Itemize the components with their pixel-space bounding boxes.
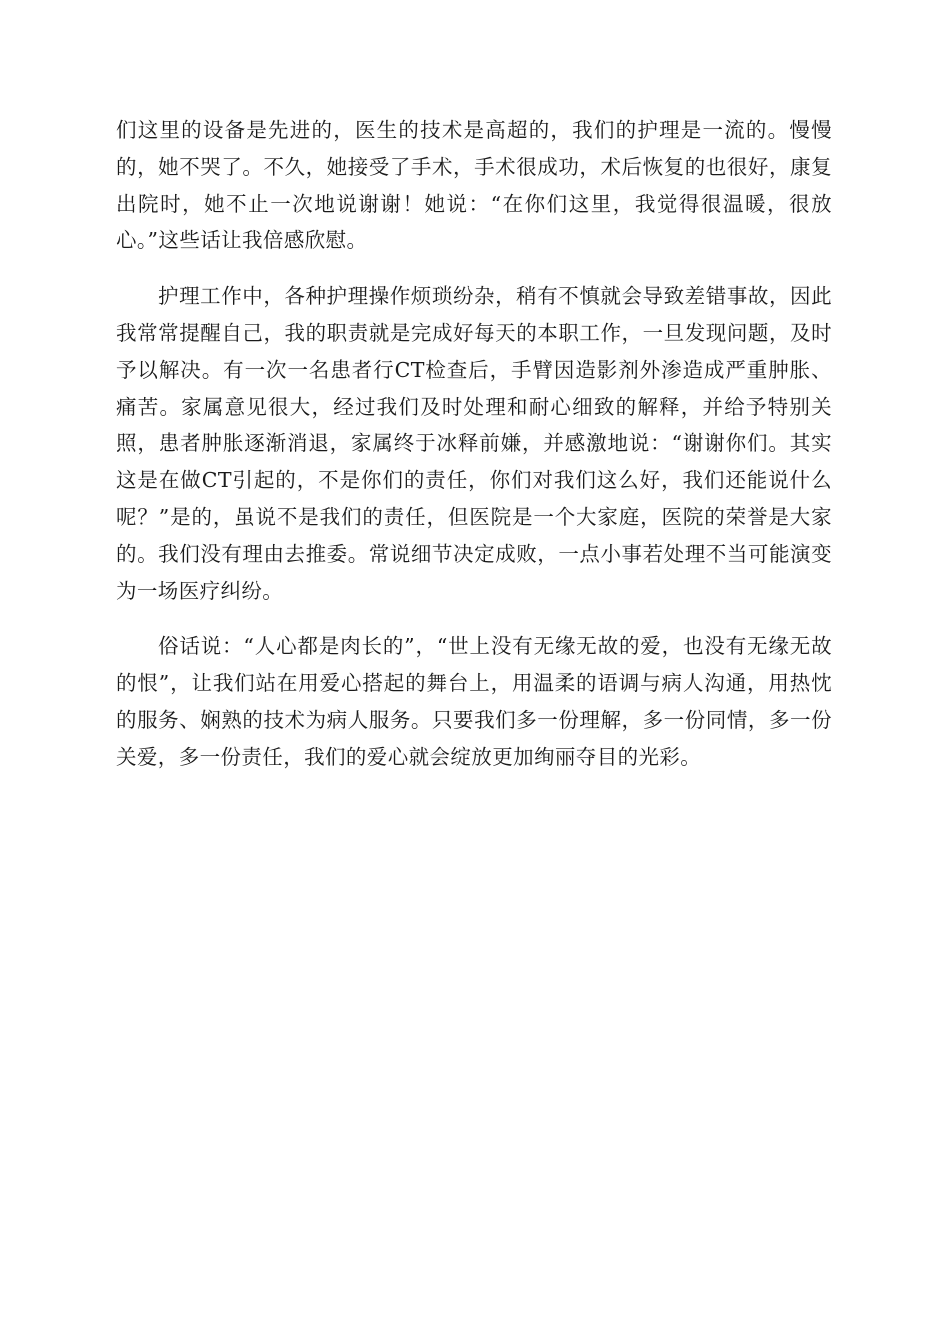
document-body — [116, 112, 832, 795]
paragraph-1: 们这里的设备是先进的，医生的技术是高超的，我们的护理是一流的。慢慢的，她不哭了。不久，她接受了手术，手术很成功，术后恢复的也很好，康复出院时，她不止一次地说谢谢！她说：“在你们这里，我觉得很温暖，很放心。”这些话让我倍感欣慰。 — [116, 118, 832, 253]
paragraph-3: 俗话说：“人心都是肉长的”，“世上没有无缘无故的爱，也没有无缘无故的恨”，让我们站在用爱心搭起的舞台上，用温柔的语调与病人沟通，用热忱的服务、娴熟的技术为病人服务。只要我们多一份理解，多一份同情，多一份关爱，多一份责任，我们的爱心就会绽放更加绚丽夺目的光彩。 — [116, 634, 832, 769]
paragraph-2: 护理工作中，各种护理操作烦琐纷杂，稍有不慎就会导致差错事故，因此我常常提醒自己，我的职责就是完成好每天的本职工作，一旦发现问题，及时予以解决。有一次一名患者行CT检查后，手臂因造影剂外渗造成严重肿胀、痛苦。家属意见很大，经过我们及时处理和耐心细致的解释，并给予特别关照，患者肿胀逐渐消退，家属终于冰释前嫌，并感激地说：“谢谢你们。其实这是在做CT引起的，不是你们的责任，你们对我们这么好，我们还能说什么呢？”是的，虽说不是我们的责任，但医院是一个大家庭，医院的荣誉是大家的。我们没有理由去推委。常说细节决定成败，一点小事若处理不当可能演变为一场医疗纠纷。 — [116, 284, 832, 603]
